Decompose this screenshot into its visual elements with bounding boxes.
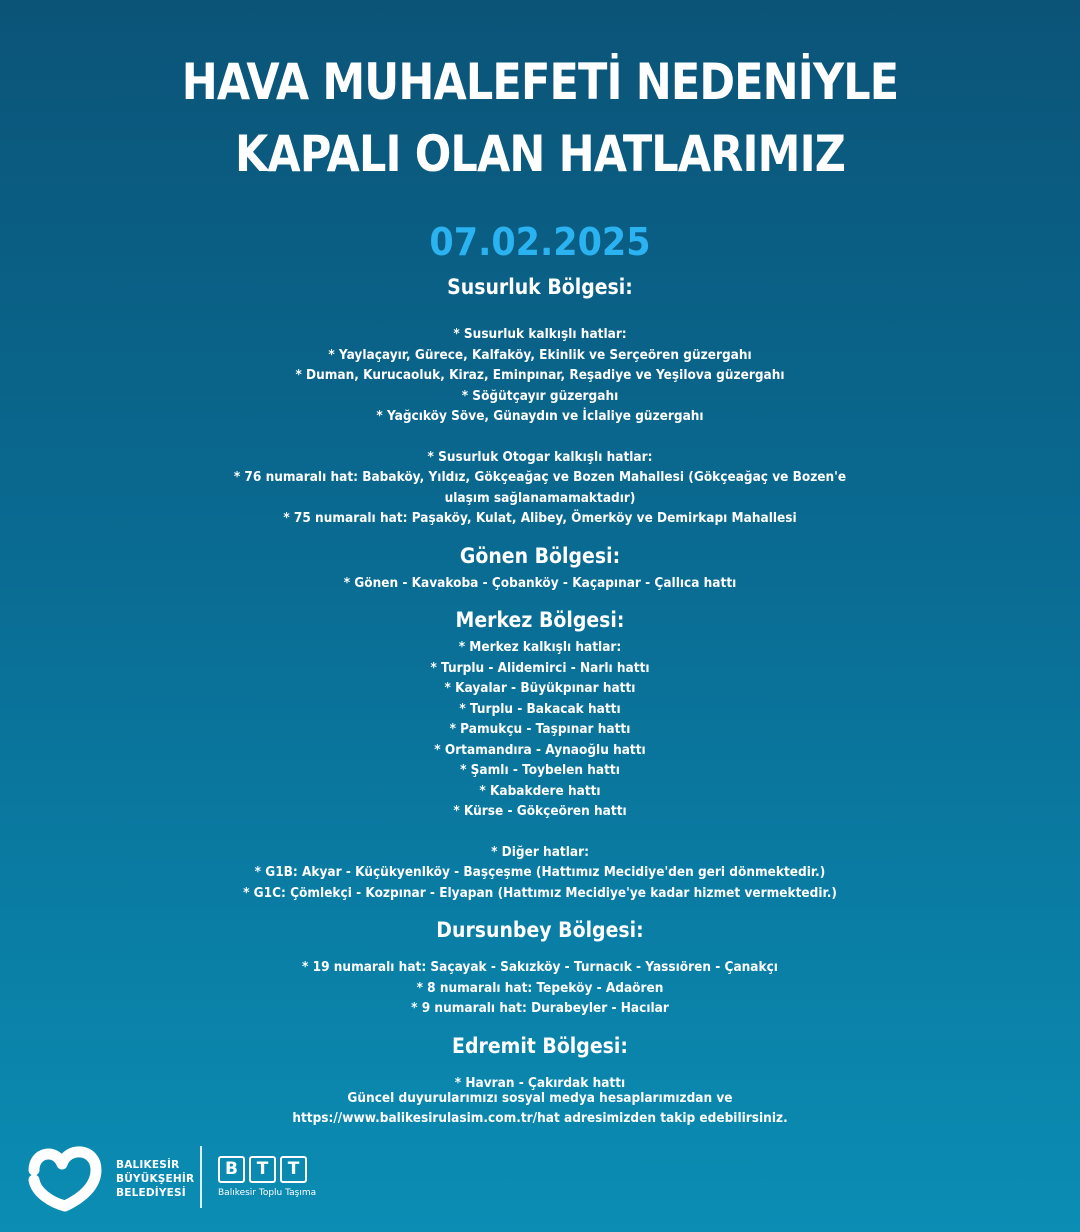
btt-letter-t2: T [280,1156,307,1183]
route-line: * Gönen - Kavakoba - Çobanköy - Kaçapınar - Çallıca hattı [343,574,737,591]
btt-logo [218,1156,316,1201]
region-gonen [0,539,1080,594]
footer-line-1: Güncel duyurularımızı sosyal medya hesaplarımızdan ve [347,1090,733,1106]
region-edremit [0,1029,1080,1094]
announcement-date: 07.02.2025 [429,220,651,264]
municipality-line-2: BÜYÜKŞEHİR [116,1173,195,1185]
footer-note [0,1088,1080,1128]
btt-letter-b: B [218,1156,245,1183]
logo-divider [200,1146,202,1208]
municipality-line-3: BELEDİYESİ [116,1187,186,1199]
municipality-name [116,1158,194,1200]
route-line: * 19 numaralı hat: Saçayak - Sakızköy - Turnacık - Yassıören - Çanakçı [302,959,778,975]
region-heading-edremit: Edremit Bölgesi: [452,1033,628,1058]
region-susurluk [0,270,1080,529]
route-line: * 9 numaralı hat: Durabeyler - Hacılar [411,1000,669,1016]
route-line: * G1B: Akyar - Küçükyenlköy - Başçeşme (Hattımız Mecidiye'den geri dönmektedir.) [254,864,826,880]
route-line: * G1C: Çömlekçi - Kozpınar - Elyapan (Hattımız Mecidiye'ye kadar hizmet vermektedir.) [243,884,837,901]
btt-subtitle: Balıkesir Toplu Taşıma [218,1188,317,1198]
route-line: * Söğütçayır güzergahı [461,387,619,404]
route-line: * Havran - Çakırdak hattı [454,1074,626,1091]
route-line: * Yaylaçayır, Gürece, Kalfaköy, Ekinlik ve Serçeören güzergahı [328,346,752,363]
route-line: * Ortamandıra - Aynaoğlu hattı [434,741,646,758]
route-line: * Turplu - Alidemirci - Narlı hattı [430,659,650,676]
route-line: * 76 numaralı hat: Babaköy, Yıldız, Gökçeağaç ve Bozen Mahallesi (Gökçeağaç ve Bozen'e [233,469,847,485]
region-heading-susurluk: Susurluk Bölgesi: [447,275,633,299]
heart-logo-icon [22,1140,108,1216]
footer-website-line: https://www.balikesirulasim.com.tr/hat adresimizden takip edebilirsiniz. [292,1110,788,1126]
route-line: * Turplu - Bakacak hattı [459,700,621,717]
btt-letter-t1: T [249,1156,276,1183]
region-heading-dursunbey: Dursunbey Bölgesi: [436,918,644,942]
route-line: * Yağcıköy Söve, Günaydın ve İclaliye güzergahı [376,408,704,424]
region-dursunbey [0,913,1080,1019]
route-line: * Kayalar - Büyükpınar hattı [444,680,636,696]
title-line-2: KAPALI OLAN HATLARIMIZ [234,125,846,183]
route-line: * Şamlı - Toybelen hattı [460,762,620,778]
route-line: * Pamukçu - Taşpınar hattı [449,721,631,737]
regions-list [0,270,1080,1093]
route-line: * 8 numaralı hat: Tepeköy - Adaören [416,979,664,996]
region-heading-merkez: Merkez Bölgesi: [455,608,625,632]
group-label: * Diğer hatlar: [491,843,589,860]
municipality-line-1: BALIKESİR [116,1159,180,1171]
route-line: * Kabakdere hattı [479,782,601,799]
logo-bar [0,1140,1080,1232]
route-line: * 75 numaralı hat: Paşaköy, Kulat, Alibey, Ömerköy ve Demirkapı Mahallesi [283,510,797,526]
title-line-1: HAVA MUHALEFETİ NEDENİYLE [181,53,899,111]
group-label: * Susurluk kalkışlı hatlar: [453,326,627,342]
route-line: ulaşım sağlanamamaktadır) [444,489,636,506]
region-heading-gonen: Gönen Bölgesi: [459,543,621,568]
group-label: * Merkez kalkışlı hatlar: [458,639,622,655]
group-label: * Susurluk Otogar kalkışlı hatlar: [427,448,653,465]
route-line: * Kürse - Gökçeören hattı [453,803,627,819]
route-line: * Duman, Kurucaoluk, Kiraz, Eminpınar, Reşadiye ve Yeşilova güzergahı [295,367,785,383]
region-merkez [0,603,1080,903]
